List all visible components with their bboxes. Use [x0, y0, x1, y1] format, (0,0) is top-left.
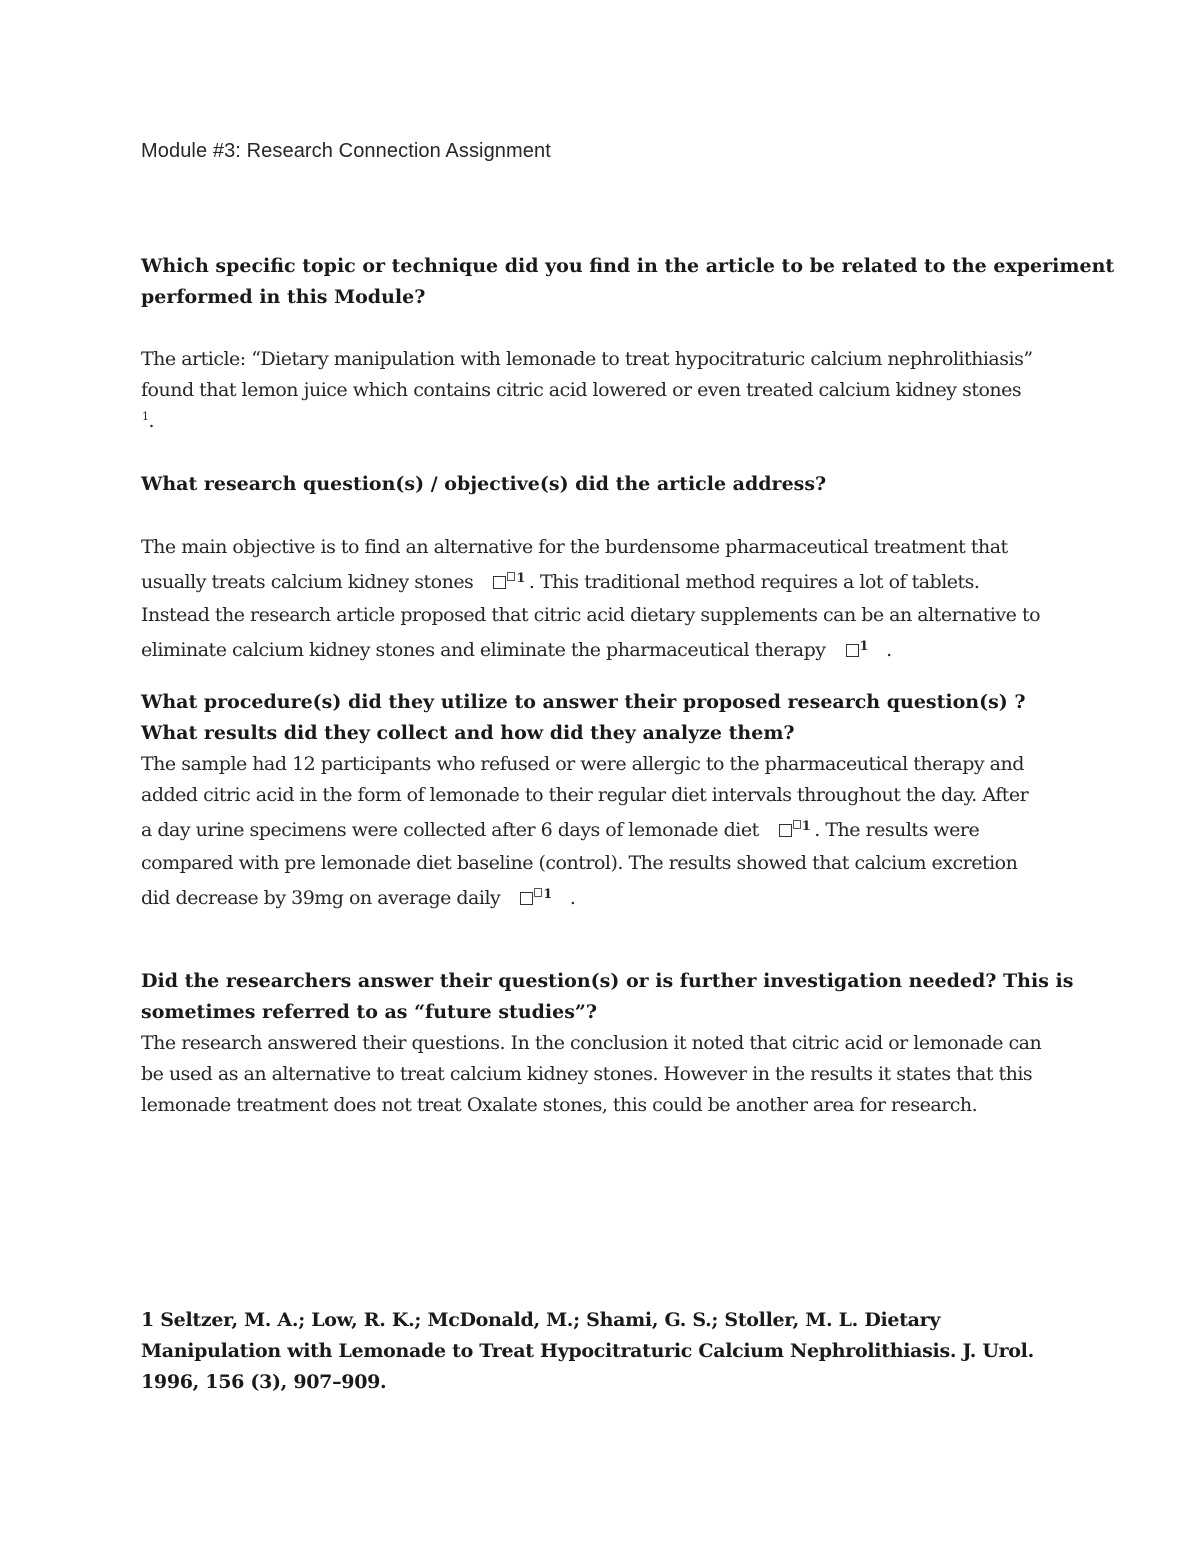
answer-2-line-3: Instead the research article proposed that citric acid dietary supplements can be an alternative to — [141, 604, 1041, 626]
answer-2-line-4-tail: . — [886, 639, 892, 661]
citation-placeholder-icon — [779, 811, 811, 848]
answer-1-line-1: The article: “Dietary manipulation with lemonade to treat hypocitraturic calcium nephrolithiasis” — [141, 348, 1033, 370]
question-4-line-2: sometimes referred to as “future studies”? — [141, 1001, 597, 1023]
answer-3-line-5-tail: . — [569, 887, 576, 909]
question-4 — [141, 966, 1074, 1028]
citation-placeholder-icon — [520, 879, 552, 916]
answer-4-line-1: The research answered their questions. In the conclusion it noted that citric acid or lemonade can — [141, 1032, 1042, 1054]
answer-3-line-1: The sample had 12 participants who refused or were allergic to the pharmaceutical therapy and — [141, 753, 1024, 775]
answer-3-line-3-tail: . The results were — [814, 819, 980, 841]
answer-2-line-2-tail: . This traditional method requires a lot of tablets. — [528, 571, 980, 593]
question-2-line-1: What research question(s) / objective(s) did the article address? — [141, 473, 827, 495]
answer-4 — [141, 1028, 1061, 1121]
citation-number: 1 — [516, 571, 525, 586]
question-3-line-2: What results did they collect and how did they analyze them? — [141, 722, 795, 744]
question-2 — [141, 469, 1061, 500]
answer-3-line-4: compared with pre lemonade diet baseline (control). The results showed that calcium excretion — [141, 852, 1018, 874]
answer-3-line-2: added citric acid in the form of lemonade to their regular diet intervals throughout the day. After — [141, 784, 1029, 806]
answer-2-line-2-text: usually treats calcium kidney stones — [141, 571, 474, 593]
answer-2-line-1: The main objective is to find an alternative for the burdensome pharmaceutical treatment that — [141, 536, 1008, 558]
answer-3 — [141, 749, 1061, 916]
reference-line-2: Manipulation with Lemonade to Treat Hypocitraturic Calcium Nephrolithiasis. J. Urol. — [141, 1340, 1034, 1362]
answer-4-line-3: lemonade treatment does not treat Oxalate stones, this could be another area for research. — [141, 1094, 978, 1116]
answer-1-line-3 — [141, 406, 1061, 439]
question-3-line-1: What procedure(s) did they utilize to answer their proposed research question(s) ? — [141, 691, 1026, 713]
answer-3-line-3 — [141, 811, 1061, 848]
citation-number: 1 — [801, 819, 811, 834]
question-4-line-1: Did the researchers answer their question(s) or is further investigation needed? This is — [141, 970, 1074, 992]
answer-1 — [141, 344, 1061, 439]
answer-2-line-2 — [141, 563, 1061, 600]
citation-number: 1 — [859, 639, 869, 654]
reference — [141, 1305, 1061, 1398]
answer-1-line-3-tail: . — [148, 410, 155, 432]
answer-4-line-2: be used as an alternative to treat calcium kidney stones. However in the results it states that this — [141, 1063, 1033, 1085]
citation-placeholder-icon — [493, 563, 525, 600]
answer-2 — [141, 532, 1061, 668]
footnote-superscript: 1 — [142, 410, 149, 423]
citation-placeholder-icon — [846, 631, 869, 668]
reference-line-1: 1 Seltzer, M. A.; Low, R. K.; McDonald, M.; Shami, G. S.; Stoller, M. L. Dietary — [141, 1309, 941, 1331]
question-3 — [141, 687, 1061, 749]
question-1-line-1: Which specific topic or technique did you find in the article to be related to the experiment — [141, 255, 1115, 277]
citation-number: 1 — [543, 887, 552, 902]
answer-2-line-4 — [141, 631, 1061, 668]
question-1-line-2: performed in this Module? — [141, 286, 426, 308]
question-1 — [141, 251, 1115, 313]
answer-1-line-2: found that lemon juice which contains citric acid lowered or even treated calcium kidney stones — [141, 379, 1022, 401]
answer-3-line-5 — [141, 879, 1061, 916]
answer-3-line-3-text: a day urine specimens were collected after 6 days of lemonade diet — [141, 819, 759, 841]
page-title: Module #3: Research Connection Assignment — [141, 140, 551, 162]
reference-line-3: 1996, 156 (3), 907–909. — [141, 1371, 387, 1393]
answer-3-line-5-text: did decrease by 39mg on average daily — [141, 887, 501, 909]
answer-2-line-4-text: eliminate calcium kidney stones and eliminate the pharmaceutical therapy — [141, 639, 826, 661]
